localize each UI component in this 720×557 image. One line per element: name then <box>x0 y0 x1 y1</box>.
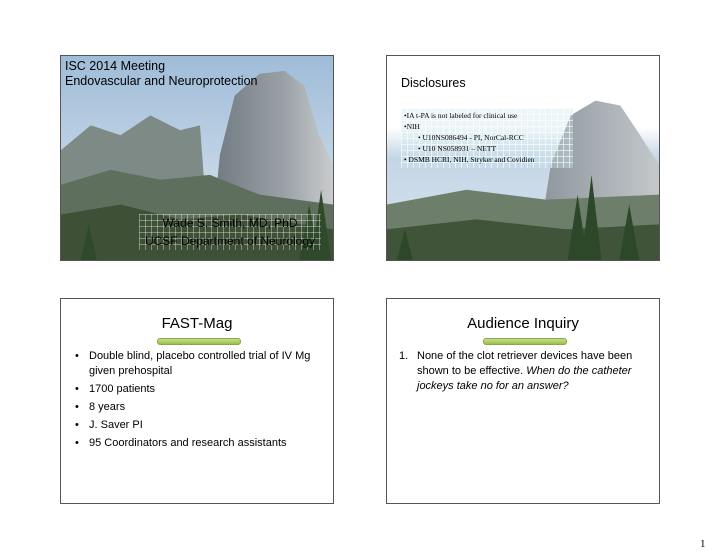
title-underline-bar <box>483 338 567 345</box>
list-item: 1. None of the clot retriever devices have been shown to be effective. When do the catheter jockeys take no for an answer? <box>399 350 633 392</box>
author-name: Wade S. Smith, MD, PhD <box>162 216 298 230</box>
disclosure-item: • DSMB HCRI, NIH, Stryker and Covidien <box>404 155 535 164</box>
list-item: • 8 years <box>75 401 126 413</box>
title-underline-bar <box>157 338 241 345</box>
slide-audience-inquiry <box>386 298 660 504</box>
slide-fast-mag <box>60 298 334 504</box>
slide-title <box>60 55 334 261</box>
meeting-name: ISC 2014 Meeting <box>65 59 166 73</box>
list-item: • Double blind, placebo controlled trial of IV Mg given prehospital <box>75 350 311 377</box>
disclosure-list <box>401 108 573 168</box>
list-item: • 1700 patients <box>75 383 156 395</box>
disclosure-item: •IA t-PA is not labeled for clinical use <box>404 111 518 120</box>
list-item: • J. Saver PI <box>75 419 143 431</box>
author-affiliation: UCSF Department of Neurology <box>144 234 316 248</box>
author-box <box>139 214 321 250</box>
slide-title: Disclosures <box>401 76 466 90</box>
disclosure-subitem: • U10 NS058931 – NETT <box>418 144 497 153</box>
numbered-list <box>399 349 649 394</box>
bullet-list <box>75 349 325 454</box>
slide-disclosures <box>386 55 660 261</box>
list-item: • 95 Coordinators and research assistants <box>75 437 287 449</box>
slide-title-text <box>65 59 257 89</box>
slide-title: FAST-Mag <box>161 315 233 332</box>
session-name: Endovascular and Neuroprotection <box>65 74 258 88</box>
page-number: 1 <box>700 538 706 550</box>
slide-title: Audience Inquiry <box>467 315 579 332</box>
disclosure-item: •NIH <box>404 122 420 131</box>
disclosure-subitem: • U10NS086494 - PI, NorCal-RCC <box>418 133 524 142</box>
